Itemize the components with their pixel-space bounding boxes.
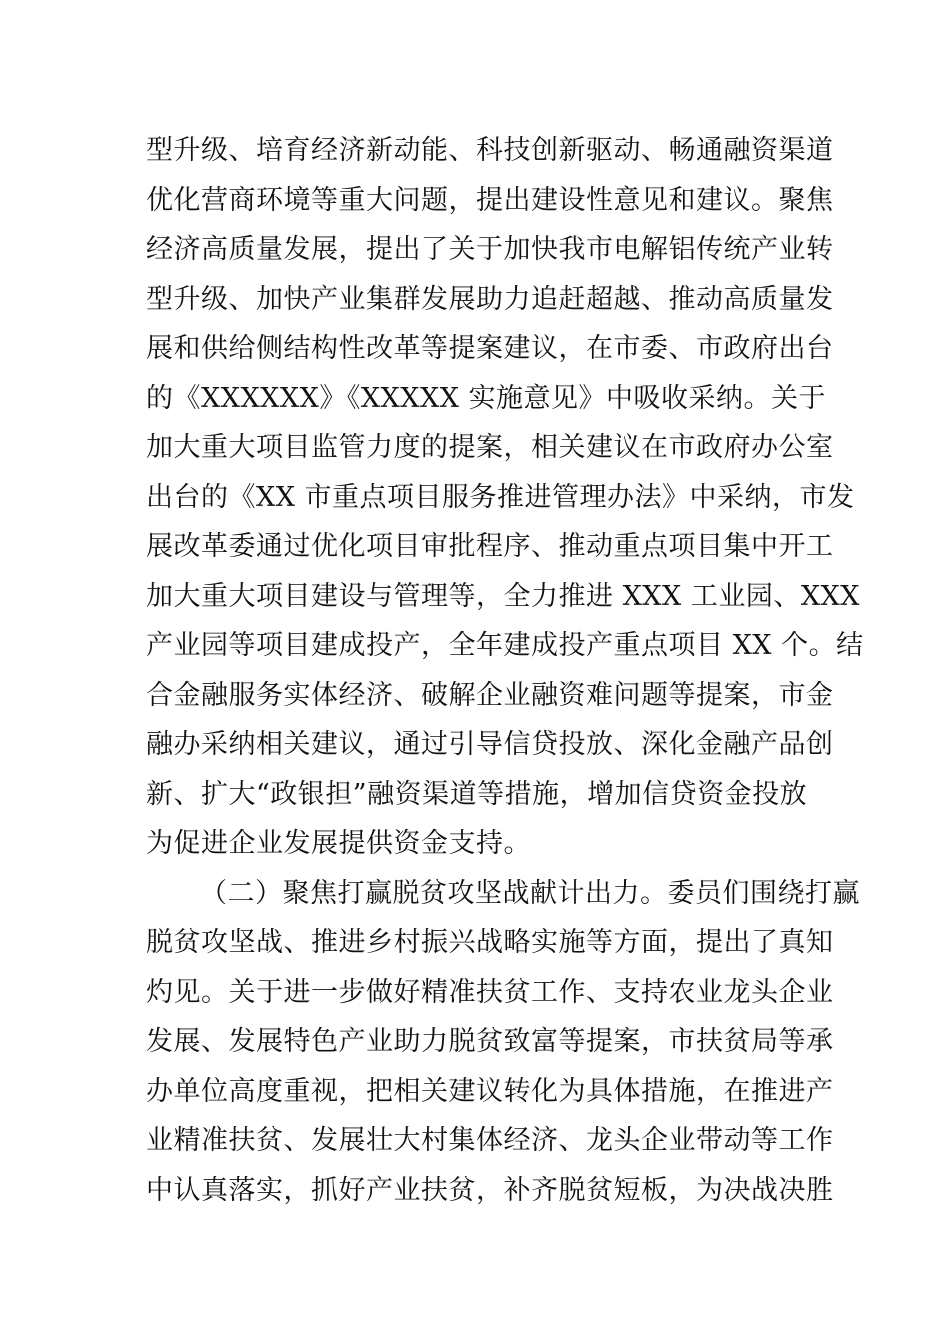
text-line: 出台的《XX 市重点项目服务推进管理办法》中采纳，市发 [146,481,855,513]
text-line: 的《XXXXXX》《XXXXX 实施意见》中吸收采纳。关于 [146,382,827,414]
text-line: 加大重大项目建设与管理等，全力推进 XXX 工业园、XXX [146,580,860,612]
text-line: 展改革委通过优化项目审批程序、推动重点项目集中开工 [146,531,834,562]
text-line: 灼见。关于进一步做好精准扶贫工作、支持农业龙头企业 [146,976,834,1008]
text-line: 型升级、加快产业集群发展助力追赶超越、推动高质量发 [146,283,834,315]
text-line: 新、扩大“政银担”融资渠道等措施，增加信贷资金投放 [146,778,808,810]
text-line: 中认真落实，抓好产业扶贫，补齐脱贫短板，为决战决胜 [146,1174,834,1206]
text-line: 办单位高度重视，把相关建议转化为具体措施，在推进产 [146,1075,834,1107]
text-line: 为促进企业发展提供资金支持。 [146,828,531,859]
text-line: 脱贫攻坚战、推进乡村振兴战略实施等方面，提出了真知 [146,927,834,958]
text-line: 优化营商环境等重大问题，提出建设性意见和建议。聚焦 [146,184,834,216]
text-line: 业精准扶贫、发展壮大村集体经济、龙头企业带动等工作 [146,1125,834,1156]
text-line: 经济高质量发展，提出了关于加快我市电解铝传统产业转 [146,234,834,265]
text-line: 展和供给侧结构性改革等提案建议，在市委、市政府出台 [146,333,834,364]
section-heading-line: （二）聚焦打赢脱贫攻坚战献计出力。委员们围绕打赢 [200,877,860,909]
text-line: 融办采纳相关建议，通过引导信贷投放、深化金融产品创 [146,729,834,760]
text-line: 加大重大项目监管力度的提案，相关建议在市政府办公室 [146,432,834,463]
body-text [146,126,864,1215]
text-line: 合金融服务实体经济、破解企业融资难问题等提案，市金 [146,679,834,711]
text-line: 产业园等项目建成投产，全年建成投产重点项目 XX 个。结 [146,630,864,661]
text-line: 型升级、培育经济新动能、科技创新驱动、畅通融资渠道 [146,135,834,166]
text-line: 发展、发展特色产业助力脱贫致富等提案，市扶贫局等承 [146,1026,834,1057]
